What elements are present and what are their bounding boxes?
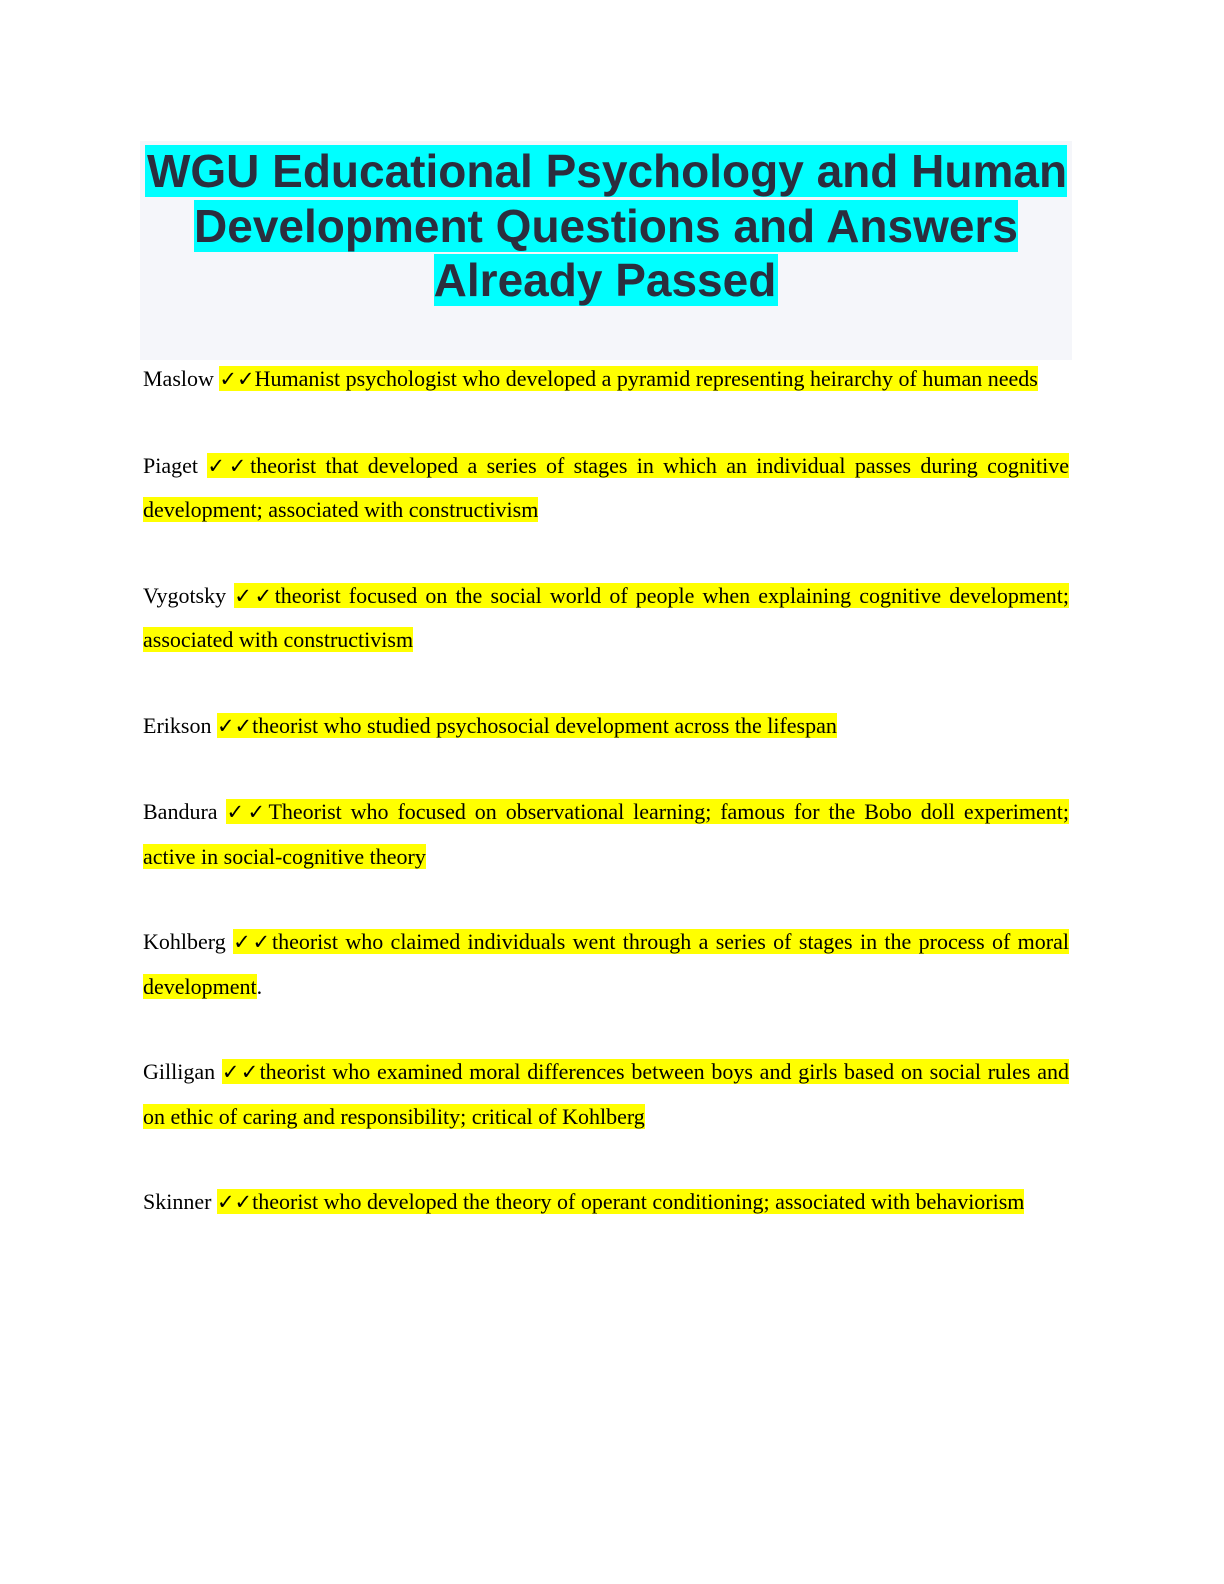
term: Gilligan (143, 1059, 216, 1084)
answer-highlight (143, 929, 1069, 999)
double-check-icon: ✓✓ (216, 713, 253, 738)
answer-highlight (143, 799, 1069, 869)
document-title (140, 144, 1072, 308)
double-check-icon: ✓✓ (219, 367, 255, 391)
flashcard-entry (143, 357, 1069, 402)
answer-text: theorist who claimed individuals went through a series of stages in the process of moral development (143, 929, 1069, 999)
double-check-icon: ✓✓ (216, 1190, 253, 1214)
answer-text: theorist focused on the social world of people when explaining cognitive development; associated with constructivism (143, 582, 1069, 652)
answer-highlight (217, 1189, 1024, 1214)
answer-highlight (219, 366, 1037, 391)
term: Skinner (143, 1189, 212, 1214)
title-highlight: WGU Educational Psychology and Human Development Questions and Answers Already Passed (146, 145, 1068, 306)
double-check-icon: ✓✓ (233, 930, 272, 954)
flashcard-entry (143, 1180, 1069, 1225)
answer-highlight (143, 1059, 1069, 1129)
double-check-icon: ✓✓ (207, 453, 251, 478)
answer-text: theorist who developed the theory of operant conditioning; associated with behaviorism (252, 1189, 1025, 1214)
term: Vygotsky (143, 582, 227, 608)
flashcard-entry (143, 574, 1069, 662)
flashcard-entry (143, 1050, 1069, 1138)
term: Bandura (143, 799, 218, 824)
flashcard-entry (143, 790, 1069, 878)
term: Maslow (143, 366, 214, 391)
term: Piaget (143, 452, 198, 478)
flashcard-list (143, 357, 1069, 1267)
answer-text: theorist that developed a series of stages in which an individual passes during cognitive development; associated with constructivism (143, 452, 1069, 522)
answer-highlight (143, 453, 1069, 523)
term: Kohlberg (143, 929, 226, 954)
answer-text: theorist who examined moral differences between boys and girls based on social rules and on ethic of caring and responsibility; critical of Kohlberg (143, 1059, 1069, 1129)
double-check-icon: ✓✓ (234, 583, 275, 608)
flashcard-entry (143, 920, 1069, 1008)
answer-text: Theorist who focused on observational learning; famous for the Bobo doll experiment; active in social-cognitive theory (143, 799, 1070, 869)
double-check-icon: ✓✓ (221, 1060, 260, 1084)
answer-suffix: . (256, 973, 263, 999)
flashcard-entry (143, 704, 1069, 749)
answer-highlight (217, 713, 837, 738)
flashcard-entry (143, 444, 1069, 532)
term: Erikson (143, 712, 212, 738)
answer-text: theorist who studied psychosocial development across the lifespan (252, 712, 837, 738)
answer-highlight (143, 583, 1069, 653)
answer-text: Humanist psychologist who developed a pyramid representing heirarchy of human needs (254, 366, 1038, 391)
double-check-icon: ✓✓ (226, 800, 269, 824)
